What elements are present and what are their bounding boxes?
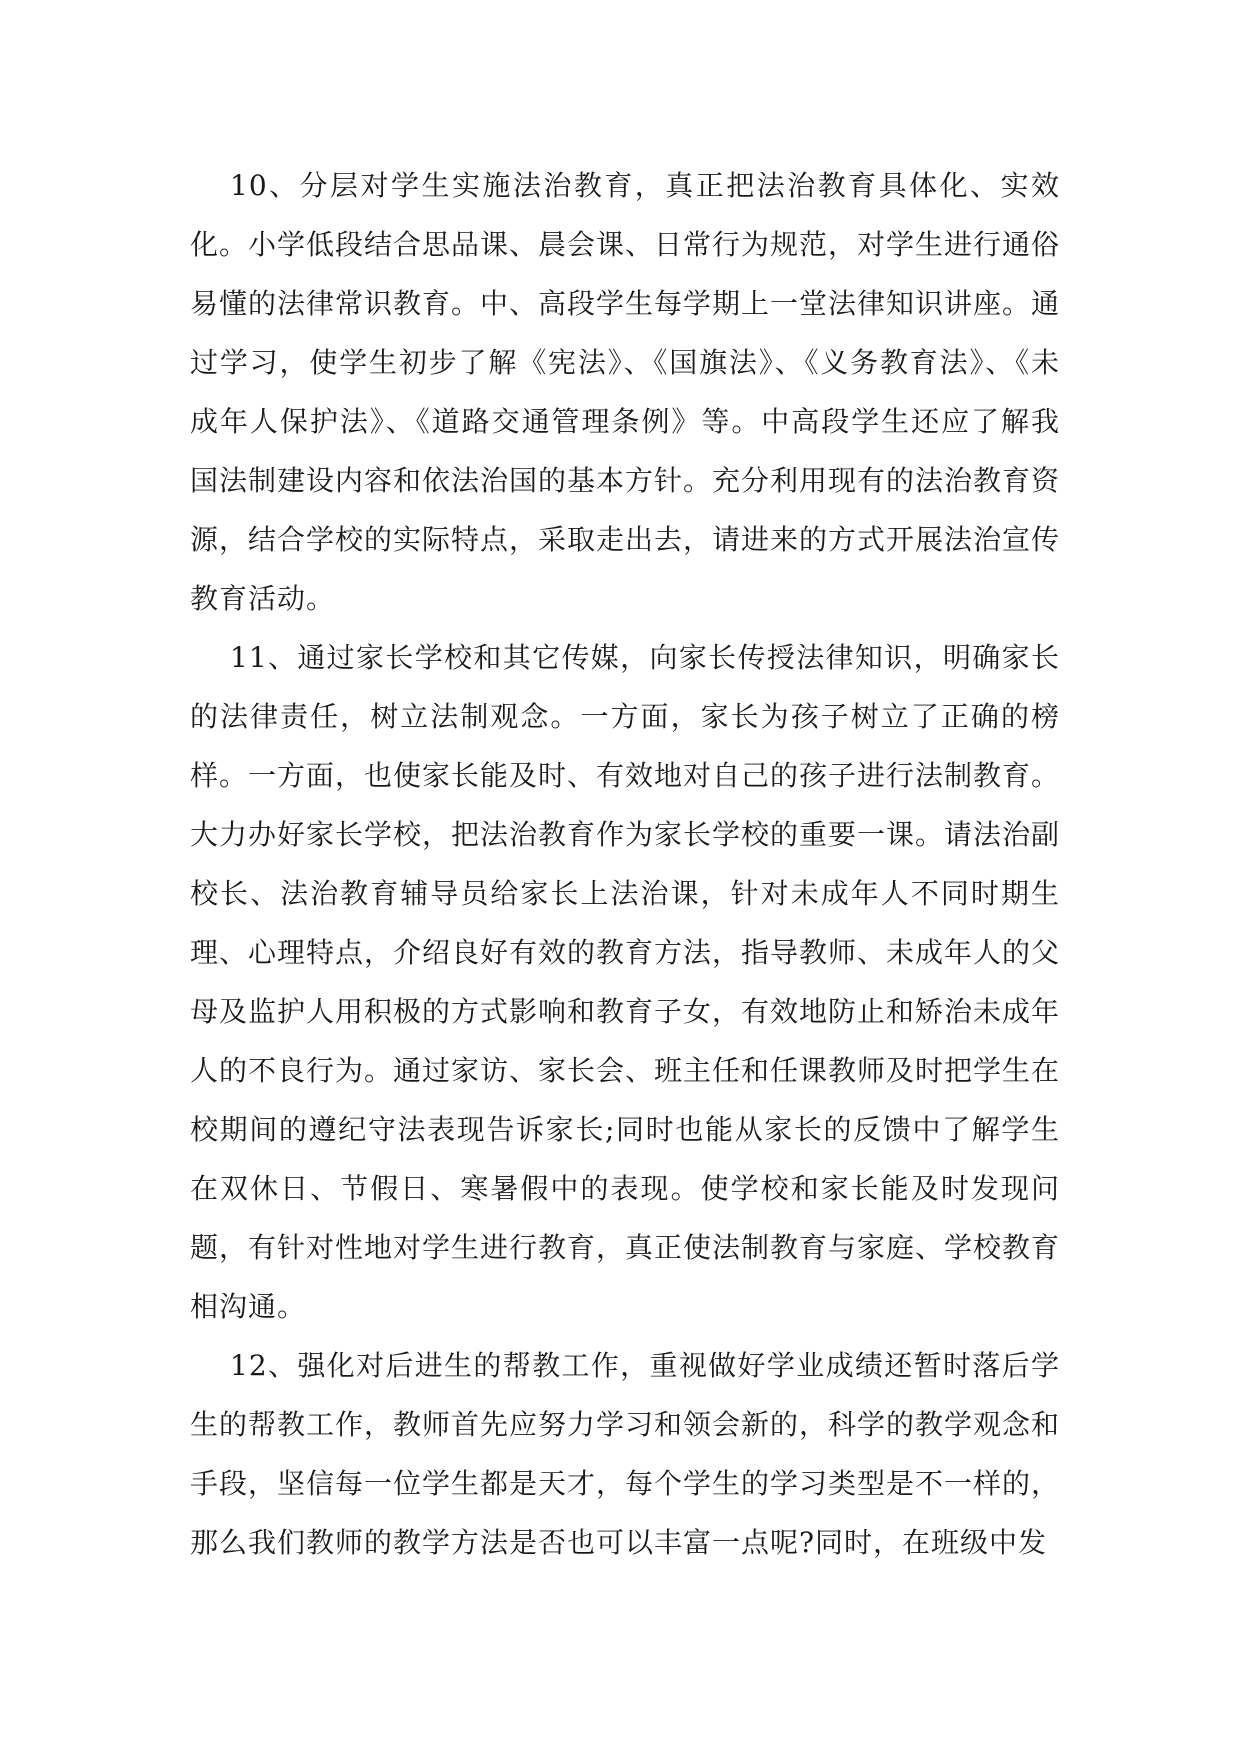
document-body [190, 156, 1060, 1572]
paragraph-11: 11、通过家长学校和其它传媒，向家长传授法律知识，明确家长的法律责任，树立法制观念。一方面，家长为孩子树立了正确的榜样。一方面，也使家长能及时、有效地对自己的孩子进行法制教育。大力办好家长学校，把法治教育作为家长学校的重要一课。请法治副校长、法治教育辅导员给家长上法治课，针对未成年人不同时期生理、心理特点，介绍良好有效的教育方法，指导教师、未成年人的父母及监护人用积极的方式影响和教育子女，有效地防止和矫治未成年人的不良行为。通过家访、家长会、班主任和任课教师及时把学生在校期间的遵纪守法表现告诉家长;同时也能从家长的反馈中了解学生在双休日、节假日、寒暑假中的表现。使学校和家长能及时发现问题，有针对性地对学生进行教育，真正使法制教育与家庭、学校教育相沟通。 [190, 641, 1061, 1323]
paragraph-12: 12、强化对后进生的帮教工作，重视做好学业成绩还暂时落后学生的帮教工作，教师首先应努力学习和领会新的，科学的教学观念和手段，坚信每一位学生都是天才，每个学生的学习类型是不一样的，那么我们教师的教学方法是否也可以丰富一点呢?同时，在班级中发 [190, 1349, 1061, 1559]
paragraph-10: 10、分层对学生实施法治教育，真正把法治教育具体化、实效化。小学低段结合思品课、晨会课、日常行为规范，对学生进行通俗易懂的法律常识教育。中、高段学生每学期上一堂法律知识讲座。通过学习，使学生初步了解《宪法》、《国旗法》、《义务教育法》、《未成年人保护法》、《道路交通管理条例》等。中高段学生还应了解我国法制建设内容和依法治国的基本方针。充分利用现有的法治教育资源，结合学校的实际特点，采取走出去，请进来的方式开展法治宣传教育活动。 [190, 169, 1061, 615]
